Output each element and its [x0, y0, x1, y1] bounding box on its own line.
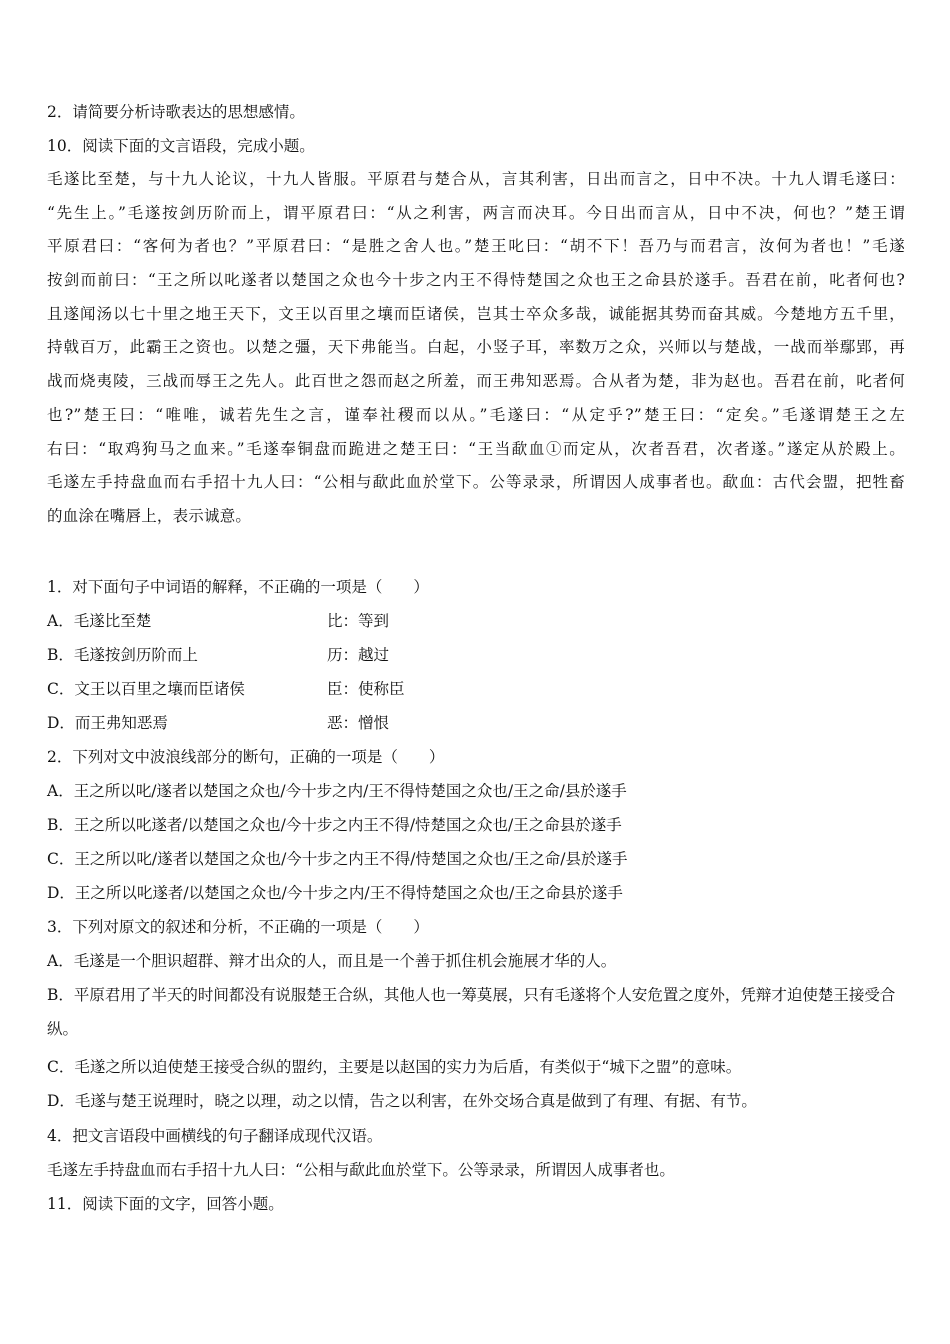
passage-line: 持戟百万，此霸王之资也。以楚之彊，天下弗能当。白起，小竖子耳，率数万之众，兴师以与楚战，一战而举鄢郢，再 — [47, 338, 905, 357]
q3-option-c: C．毛遂之所以迫使楚王接受合纵的盟约，主要是以赵国的实力为后盾，有类似于“城下之盟”的意味。 — [47, 1058, 742, 1076]
q10-header: 10．阅读下面的文言语段，完成小题。 — [47, 137, 315, 155]
q4-stem: 4．把文言语段中画横线的句子翻译成现代汉语。 — [47, 1127, 383, 1145]
q1-option-d — [47, 713, 390, 733]
passage-line: 的血涂在嘴唇上，表示诚意。 — [47, 506, 252, 525]
q2-option-c: C．王之所以叱/遂者以楚国之众也/今十步之内王不得/恃楚国之众也/王之命/县於遂手 — [47, 850, 628, 868]
q1-option-a — [47, 611, 390, 631]
q2-option-b: B．王之所以叱遂者/以楚国之众也/今十步之内王不得/恃楚国之众也/王之命县於遂手 — [47, 816, 622, 834]
q4-sentence: 毛遂左手持盘血而右手招十九人曰：“公相与歃此血於堂下。公等录录，所谓因人成事者也。 — [47, 1161, 675, 1179]
passage-line: 毛遂左手持盘血而右手招十九人曰：“公相与歃此血於堂下。公等录录，所谓因人成事者也。歃血：古代会盟，把牲畜 — [47, 473, 905, 492]
option-label: A．毛遂比至楚 — [47, 612, 152, 630]
q9-item-2: 2．请简要分析诗歌表达的思想感情。 — [47, 103, 305, 121]
q2-stem: 2．下列对文中波浪线部分的断句，正确的一项是（ ） — [47, 748, 445, 766]
option-gloss: 历：越过 — [327, 646, 390, 664]
passage-line: 平原君曰：“客何为者也？”平原君曰：“是胜之舍人也。”楚王叱曰：“胡不下！吾乃与而君言，汝何为者也！”毛遂 — [47, 237, 905, 256]
q1-option-c — [47, 679, 405, 699]
classical-passage — [47, 163, 905, 534]
q1-option-b — [47, 645, 390, 665]
passage-line: 也?”楚王曰：“唯唯，诚若先生之言，谨奉社稷而以从。”毛遂曰：“从定乎?”楚王曰：“定矣。”毛遂谓楚王之左 — [47, 405, 905, 424]
q2-option-d: D．王之所以叱遂者/以楚国之众也/今十步之内/王不得恃楚国之众也/王之命县於遂手 — [47, 884, 623, 902]
q11-header: 11．阅读下面的文字，回答小题。 — [47, 1195, 284, 1213]
passage-line: 毛遂比至楚，与十九人论议，十九人皆服。平原君与楚合从，言其利害，日出而言之，日中不决。十九人谓毛遂曰： — [47, 170, 905, 188]
option-label: B．毛遂按剑历阶而上 — [47, 646, 198, 664]
passage-line: 且遂闻汤以七十里之地王天下，文王以百里之壤而臣诸侯，岂其士卒众多哉，诚能据其势而奋其威。今楚地方五千里， — [47, 304, 905, 323]
q3-stem: 3．下列对原文的叙述和分析，不正确的一项是（ ） — [47, 918, 429, 936]
option-gloss: 恶：憎恨 — [327, 714, 390, 732]
passage-line: “先生上。”毛遂按剑历阶而上，谓平原君曰：“从之利害，两言而决耳。今日出而言从，日中不决，何也？”楚王谓 — [47, 203, 905, 222]
passage-line: 右曰：“取鸡狗马之血来。”毛遂奉铜盘而跪进之楚王曰：“王当歃血①而定从，次者吾君，次者遂。”遂定从於殿上。 — [47, 439, 905, 458]
q3-option-a: A．毛遂是一个胆识超群、辩才出众的人，而且是一个善于抓住机会施展才华的人。 — [47, 952, 617, 970]
passage-line: 按剑而前曰：“王之所以叱遂者以楚国之众也今十步之内王不得恃楚国之众也王之命县於遂手。吾君在前，叱者何也? — [47, 271, 905, 290]
option-label: D．而王弗知恶焉 — [47, 714, 168, 732]
q2-option-a: A．王之所以叱/遂者以楚国之众也/今十步之内/王不得恃楚国之众也/王之命/县於遂手 — [47, 782, 627, 800]
q1-stem: 1．对下面句子中词语的解释，不正确的一项是（ ） — [47, 578, 429, 596]
passage-line: 战而烧夷陵，三战而辱王之先人。此百世之怨而赵之所羞，而王弗知恶焉。合从者为楚，非为赵也。吾君在前，叱者何 — [47, 372, 905, 391]
q3-option-d: D．毛遂与楚王说理时，晓之以理，动之以情，告之以利害，在外交场合真是做到了有理、有据、有节。 — [47, 1092, 757, 1110]
option-gloss: 臣：使称臣 — [327, 680, 405, 698]
option-label: C．文王以百里之壤而臣诸侯 — [47, 680, 245, 698]
q3-option-b: B．平原君用了半天的时间都没有说服楚王合纵，其他人也一筹莫展，只有毛遂将个人安危置之度外，凭辩才迫使楚王接受合纵。 — [47, 986, 896, 1038]
option-gloss: 比：等到 — [327, 612, 390, 630]
